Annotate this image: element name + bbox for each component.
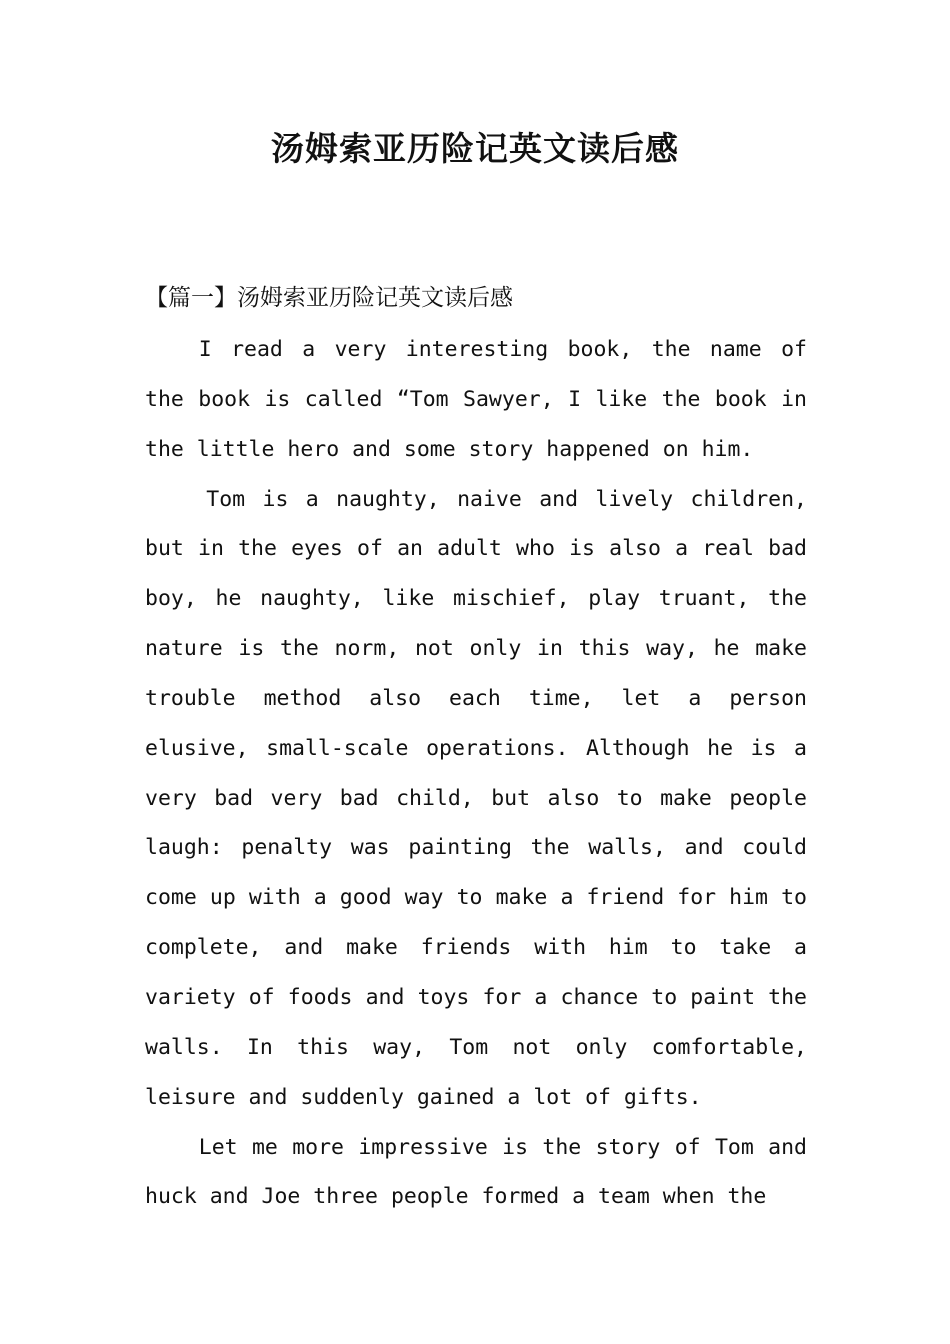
paragraph: Tom is a naughty, naive and lively children, but in the eyes of an adult who is also a real bad boy, he naughty, like mischief, play truant, the nature is the norm, not only in this way, he make trouble method also each time, let a person elusive, small-scale operations. Although he is a very bad very bad child, but also to make people laugh: penalty was painting the walls, and could come up with a good way to make a friend for him to complete, and make friends with him to take a variety of foods and toys for a chance to paint the walls. In this way, Tom not only comfortable, leisure and suddenly gained a lot of gifts. [145, 486, 807, 1110]
document-title: 汤姆索亚历险记英文读后感 [271, 129, 679, 168]
paragraph: Let me more impressive is the story of Tom and huck and Joe three people formed a team when the [145, 1134, 807, 1210]
paragraph: I read a very interesting book, the name of the book is called “Tom Sawyer, I like the book in the little hero and some story happened on him. [145, 337, 807, 462]
section-heading: 【篇一】汤姆索亚历险记英文读后感 [145, 285, 513, 311]
document-body [145, 325, 807, 1222]
